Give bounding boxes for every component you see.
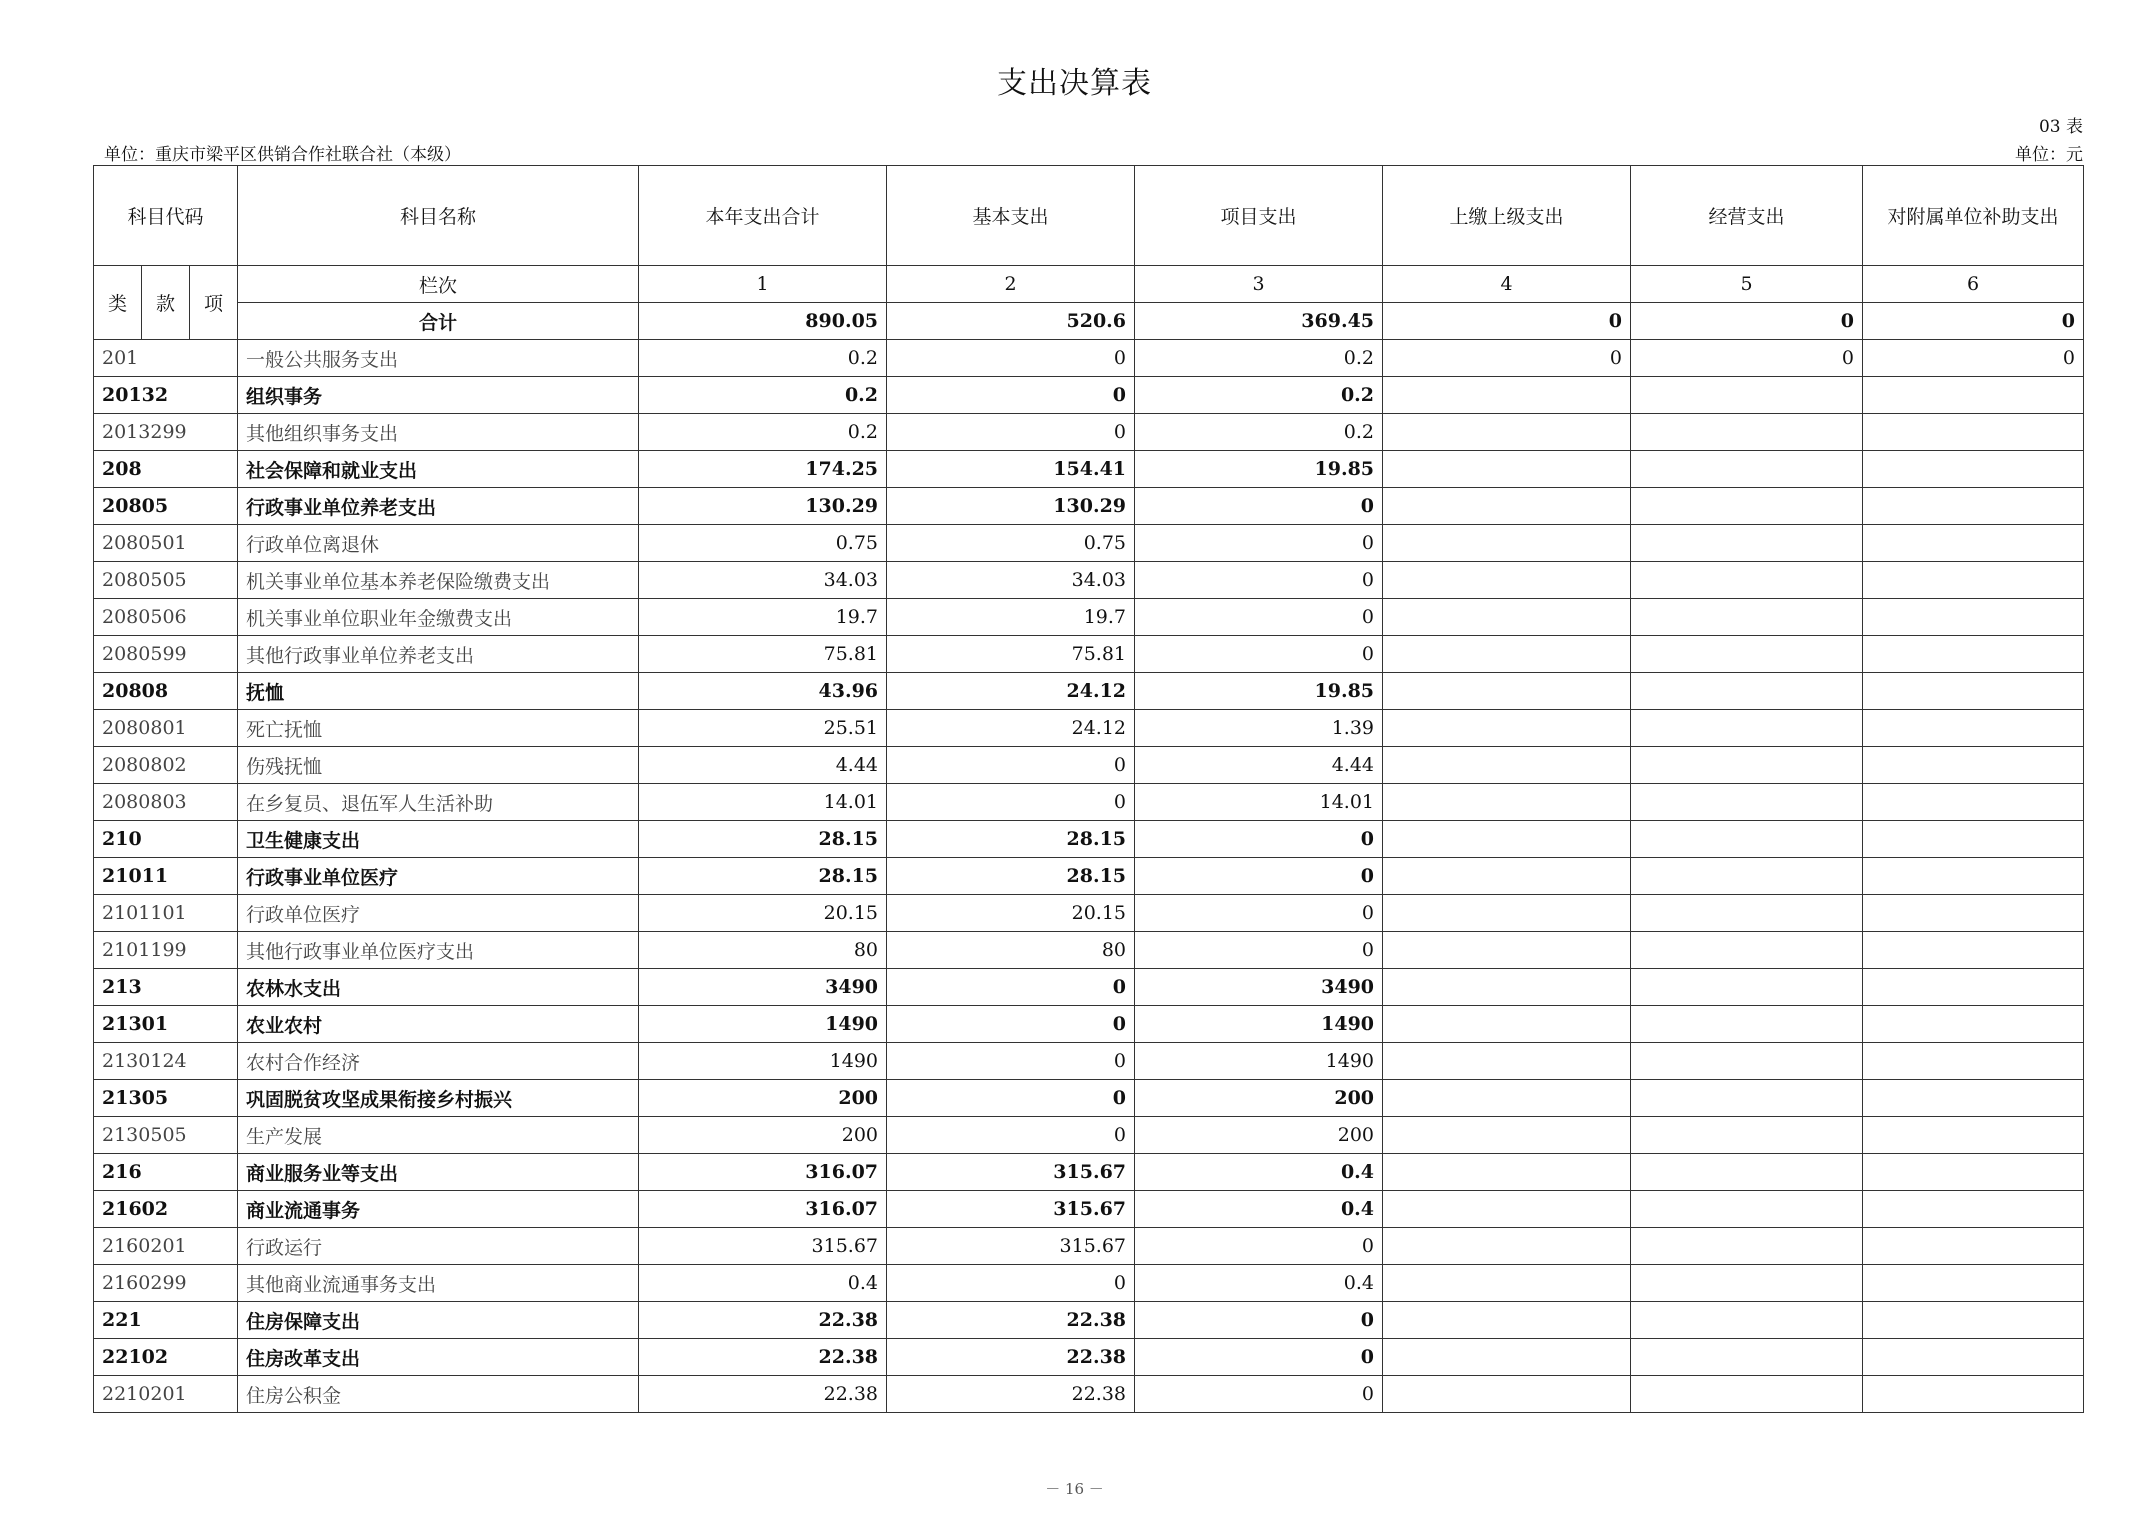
- amount-cell: [1383, 562, 1631, 599]
- subject-code: 21602: [94, 1191, 238, 1228]
- subject-name: 住房改革支出: [238, 1339, 639, 1376]
- amount-cell: 0.75: [639, 525, 887, 562]
- amount-cell: [1863, 821, 2084, 858]
- amount-cell: 80: [639, 932, 887, 969]
- amount-cell: [1863, 895, 2084, 932]
- subject-name: 农业农村: [238, 1006, 639, 1043]
- amount-cell: 130.29: [887, 488, 1135, 525]
- amount-cell: [1631, 969, 1863, 1006]
- amount-cell: 0: [887, 1117, 1135, 1154]
- amount-cell: [1863, 1339, 2084, 1376]
- subject-name: 行政事业单位养老支出: [238, 488, 639, 525]
- total-value: 0: [1383, 303, 1631, 340]
- subject-name: 死亡抚恤: [238, 710, 639, 747]
- amount-cell: [1383, 858, 1631, 895]
- amount-cell: 1.39: [1135, 710, 1383, 747]
- amount-cell: [1863, 673, 2084, 710]
- amount-cell: [1631, 1339, 1863, 1376]
- amount-cell: 80: [887, 932, 1135, 969]
- subject-name: 在乡复员、退伍军人生活补助: [238, 784, 639, 821]
- subject-code: 2130124: [94, 1043, 238, 1080]
- amount-cell: [1863, 1376, 2084, 1413]
- table-row: [94, 858, 2084, 895]
- subject-name: 机关事业单位职业年金缴费支出: [238, 599, 639, 636]
- table-row: [94, 340, 2084, 377]
- amount-cell: 34.03: [639, 562, 887, 599]
- subject-code: 2080505: [94, 562, 238, 599]
- table-row: [94, 1265, 2084, 1302]
- amount-cell: [1631, 784, 1863, 821]
- amount-cell: [1383, 1302, 1631, 1339]
- amount-cell: [1383, 895, 1631, 932]
- amount-cell: [1863, 636, 2084, 673]
- subject-name: 机关事业单位基本养老保险缴费支出: [238, 562, 639, 599]
- total-row: [94, 303, 2084, 340]
- total-label: 合计: [238, 303, 639, 340]
- amount-cell: 28.15: [887, 858, 1135, 895]
- header-project-expenditure: 项目支出: [1135, 166, 1383, 266]
- amount-cell: 0: [887, 1043, 1135, 1080]
- amount-cell: [1631, 488, 1863, 525]
- amount-cell: 22.38: [639, 1339, 887, 1376]
- amount-cell: 20.15: [887, 895, 1135, 932]
- subject-code: 221: [94, 1302, 238, 1339]
- amount-cell: 19.7: [639, 599, 887, 636]
- amount-cell: 0: [1631, 340, 1863, 377]
- page-title: 支出决算表: [997, 66, 1152, 101]
- amount-cell: 1490: [1135, 1043, 1383, 1080]
- amount-cell: 200: [639, 1080, 887, 1117]
- amount-cell: 315.67: [887, 1154, 1135, 1191]
- amount-cell: [1863, 969, 2084, 1006]
- column-number: 3: [1135, 266, 1383, 303]
- column-number: 5: [1631, 266, 1863, 303]
- subject-code: 2080506: [94, 599, 238, 636]
- header-upper-level-payment: 上缴上级支出: [1383, 166, 1631, 266]
- subject-code: 20805: [94, 488, 238, 525]
- amount-cell: 0: [1135, 858, 1383, 895]
- amount-cell: 14.01: [639, 784, 887, 821]
- amount-cell: [1383, 932, 1631, 969]
- column-number-label: 栏次: [238, 266, 639, 303]
- amount-cell: 1490: [639, 1006, 887, 1043]
- amount-cell: 0: [1135, 599, 1383, 636]
- table-row: [94, 1080, 2084, 1117]
- amount-cell: 0: [1135, 525, 1383, 562]
- amount-cell: [1863, 488, 2084, 525]
- amount-cell: 3490: [639, 969, 887, 1006]
- amount-cell: 4.44: [639, 747, 887, 784]
- subject-code: 21305: [94, 1080, 238, 1117]
- amount-cell: [1863, 1302, 2084, 1339]
- table-row: [94, 488, 2084, 525]
- amount-cell: 0.4: [639, 1265, 887, 1302]
- subject-name: 伤残抚恤: [238, 747, 639, 784]
- amount-cell: [1631, 1117, 1863, 1154]
- amount-cell: 0: [887, 1080, 1135, 1117]
- expenditure-table: [93, 165, 2084, 1413]
- amount-cell: [1631, 821, 1863, 858]
- table-row: [94, 636, 2084, 673]
- amount-cell: 22.38: [887, 1339, 1135, 1376]
- amount-cell: [1383, 673, 1631, 710]
- amount-cell: 0: [1135, 932, 1383, 969]
- amount-cell: [1383, 451, 1631, 488]
- total-value: 0: [1863, 303, 2084, 340]
- subject-code: 2101101: [94, 895, 238, 932]
- subject-name: 卫生健康支出: [238, 821, 639, 858]
- table-row: [94, 525, 2084, 562]
- table-row: [94, 673, 2084, 710]
- subject-code: 2080802: [94, 747, 238, 784]
- total-value: 890.05: [639, 303, 887, 340]
- amount-cell: [1631, 710, 1863, 747]
- amount-cell: 19.85: [1135, 451, 1383, 488]
- amount-cell: [1631, 1006, 1863, 1043]
- subject-code: 21011: [94, 858, 238, 895]
- amount-cell: [1383, 1228, 1631, 1265]
- amount-cell: [1383, 784, 1631, 821]
- amount-cell: [1383, 1191, 1631, 1228]
- subject-code: 213: [94, 969, 238, 1006]
- amount-cell: [1863, 1006, 2084, 1043]
- amount-cell: 22.38: [639, 1302, 887, 1339]
- table-row: [94, 1117, 2084, 1154]
- amount-cell: 0: [887, 969, 1135, 1006]
- amount-cell: 0: [887, 414, 1135, 451]
- amount-cell: 0.2: [639, 377, 887, 414]
- amount-cell: 22.38: [887, 1376, 1135, 1413]
- amount-cell: [1631, 1154, 1863, 1191]
- amount-cell: 0: [1383, 340, 1631, 377]
- subject-code: 21301: [94, 1006, 238, 1043]
- table-row: [94, 1191, 2084, 1228]
- amount-cell: [1383, 377, 1631, 414]
- header-subsidiary-subsidy: 对附属单位补助支出: [1863, 166, 2084, 266]
- amount-cell: 200: [1135, 1117, 1383, 1154]
- subject-code: 2160299: [94, 1265, 238, 1302]
- amount-cell: 22.38: [887, 1302, 1135, 1339]
- subject-name: 农林水支出: [238, 969, 639, 1006]
- amount-cell: 28.15: [887, 821, 1135, 858]
- amount-cell: 25.51: [639, 710, 887, 747]
- total-value: 520.6: [887, 303, 1135, 340]
- amount-cell: 315.67: [887, 1228, 1135, 1265]
- amount-cell: [1631, 414, 1863, 451]
- amount-cell: [1631, 858, 1863, 895]
- amount-cell: [1383, 821, 1631, 858]
- amount-cell: [1383, 1006, 1631, 1043]
- subject-code: 210: [94, 821, 238, 858]
- amount-cell: [1863, 599, 2084, 636]
- amount-cell: 34.03: [887, 562, 1135, 599]
- amount-cell: [1631, 525, 1863, 562]
- amount-cell: 0.2: [639, 414, 887, 451]
- amount-cell: 0: [887, 1265, 1135, 1302]
- amount-cell: [1383, 1339, 1631, 1376]
- amount-cell: 3490: [1135, 969, 1383, 1006]
- amount-cell: [1631, 451, 1863, 488]
- amount-cell: 174.25: [639, 451, 887, 488]
- column-number: 2: [887, 266, 1135, 303]
- subject-name: 行政单位医疗: [238, 895, 639, 932]
- subject-code: 20808: [94, 673, 238, 710]
- amount-cell: 0: [1135, 821, 1383, 858]
- amount-cell: [1863, 562, 2084, 599]
- header-total-expenditure: 本年支出合计: [639, 166, 887, 266]
- amount-cell: 0.2: [639, 340, 887, 377]
- amount-cell: 200: [639, 1117, 887, 1154]
- table-row: [94, 599, 2084, 636]
- amount-cell: 0: [1135, 895, 1383, 932]
- amount-cell: 28.15: [639, 858, 887, 895]
- amount-cell: [1863, 525, 2084, 562]
- amount-cell: [1383, 414, 1631, 451]
- table-row: [94, 451, 2084, 488]
- amount-cell: [1631, 673, 1863, 710]
- amount-cell: [1863, 1117, 2084, 1154]
- table-row: [94, 1154, 2084, 1191]
- subject-code: 216: [94, 1154, 238, 1191]
- amount-cell: [1863, 932, 2084, 969]
- subject-code: 208: [94, 451, 238, 488]
- amount-cell: [1863, 377, 2084, 414]
- amount-cell: [1631, 1228, 1863, 1265]
- amount-cell: [1383, 1376, 1631, 1413]
- amount-cell: 19.7: [887, 599, 1135, 636]
- amount-cell: 316.07: [639, 1191, 887, 1228]
- amount-cell: 0: [1135, 562, 1383, 599]
- table-row: [94, 1376, 2084, 1413]
- total-value: 369.45: [1135, 303, 1383, 340]
- table-row: [94, 377, 2084, 414]
- table-row: [94, 1339, 2084, 1376]
- subject-code: 2013299: [94, 414, 238, 451]
- table-row: [94, 784, 2084, 821]
- amount-cell: [1631, 932, 1863, 969]
- amount-cell: 0.2: [1135, 377, 1383, 414]
- amount-cell: [1631, 636, 1863, 673]
- column-number: 4: [1383, 266, 1631, 303]
- subject-code: 2210201: [94, 1376, 238, 1413]
- amount-cell: 0.75: [887, 525, 1135, 562]
- amount-cell: 0: [887, 377, 1135, 414]
- amount-cell: [1383, 525, 1631, 562]
- amount-cell: 0: [1135, 1376, 1383, 1413]
- amount-cell: [1383, 636, 1631, 673]
- amount-cell: 1490: [639, 1043, 887, 1080]
- header-business-expenditure: 经营支出: [1631, 166, 1863, 266]
- amount-cell: 75.81: [887, 636, 1135, 673]
- amount-cell: [1383, 1080, 1631, 1117]
- table-row: [94, 1302, 2084, 1339]
- amount-cell: [1863, 1043, 2084, 1080]
- table-number: 03 表: [2038, 117, 2083, 137]
- header-basic-expenditure: 基本支出: [887, 166, 1135, 266]
- amount-cell: [1631, 1080, 1863, 1117]
- amount-cell: 0: [887, 340, 1135, 377]
- subject-name: 住房公积金: [238, 1376, 639, 1413]
- amount-cell: 24.12: [887, 673, 1135, 710]
- amount-cell: 19.85: [1135, 673, 1383, 710]
- total-value: 0: [1631, 303, 1863, 340]
- column-number: 6: [1863, 266, 2084, 303]
- subject-code: 2130505: [94, 1117, 238, 1154]
- subject-name: 行政事业单位医疗: [238, 858, 639, 895]
- table-row: [94, 747, 2084, 784]
- amount-cell: 43.96: [639, 673, 887, 710]
- amount-cell: 0: [1863, 340, 2084, 377]
- amount-cell: 1490: [1135, 1006, 1383, 1043]
- amount-cell: [1863, 451, 2084, 488]
- sub-header-section: 款: [142, 266, 190, 340]
- subject-name: 抚恤: [238, 673, 639, 710]
- amount-cell: [1863, 1080, 2084, 1117]
- amount-cell: [1383, 1154, 1631, 1191]
- subject-code: 2080501: [94, 525, 238, 562]
- amount-cell: 24.12: [887, 710, 1135, 747]
- subject-code: 2101199: [94, 932, 238, 969]
- subject-name: 行政运行: [238, 1228, 639, 1265]
- amount-cell: [1863, 414, 2084, 451]
- subject-name: 生产发展: [238, 1117, 639, 1154]
- subject-name: 其他行政事业单位养老支出: [238, 636, 639, 673]
- amount-cell: [1383, 1265, 1631, 1302]
- amount-cell: [1863, 747, 2084, 784]
- subject-code: 2160201: [94, 1228, 238, 1265]
- amount-cell: [1863, 1191, 2084, 1228]
- column-number: 1: [639, 266, 887, 303]
- amount-cell: 316.07: [639, 1154, 887, 1191]
- subject-name: 住房保障支出: [238, 1302, 639, 1339]
- amount-cell: 20.15: [639, 895, 887, 932]
- amount-cell: [1631, 599, 1863, 636]
- subject-code: 2080801: [94, 710, 238, 747]
- amount-cell: 315.67: [887, 1191, 1135, 1228]
- amount-cell: 154.41: [887, 451, 1135, 488]
- table-row: [94, 1228, 2084, 1265]
- amount-cell: [1631, 1376, 1863, 1413]
- amount-cell: [1631, 1043, 1863, 1080]
- table-row: [94, 969, 2084, 1006]
- amount-cell: 0: [887, 1006, 1135, 1043]
- amount-cell: 0: [1135, 636, 1383, 673]
- amount-cell: [1863, 710, 2084, 747]
- amount-cell: [1863, 1265, 2084, 1302]
- subject-name: 其他组织事务支出: [238, 414, 639, 451]
- subject-code: 20132: [94, 377, 238, 414]
- subject-code: 2080803: [94, 784, 238, 821]
- header-subject-name: 科目名称: [238, 166, 639, 266]
- subject-name: 巩固脱贫攻坚成果衔接乡村振兴: [238, 1080, 639, 1117]
- subject-name: 商业流通事务: [238, 1191, 639, 1228]
- subject-code: 22102: [94, 1339, 238, 1376]
- amount-cell: [1383, 969, 1631, 1006]
- subject-name: 其他行政事业单位医疗支出: [238, 932, 639, 969]
- amount-cell: [1863, 1228, 2084, 1265]
- amount-cell: [1383, 1117, 1631, 1154]
- subject-name: 社会保障和就业支出: [238, 451, 639, 488]
- amount-cell: [1631, 562, 1863, 599]
- amount-cell: 0: [1135, 1302, 1383, 1339]
- amount-cell: [1631, 1265, 1863, 1302]
- amount-cell: [1863, 784, 2084, 821]
- amount-cell: 0.4: [1135, 1154, 1383, 1191]
- subject-name: 商业服务业等支出: [238, 1154, 639, 1191]
- amount-cell: 0.4: [1135, 1191, 1383, 1228]
- amount-cell: 0.2: [1135, 340, 1383, 377]
- table-row: [94, 1006, 2084, 1043]
- amount-cell: 130.29: [639, 488, 887, 525]
- amount-cell: [1631, 377, 1863, 414]
- amount-cell: [1383, 599, 1631, 636]
- amount-cell: [1631, 747, 1863, 784]
- subject-name: 行政单位离退休: [238, 525, 639, 562]
- amount-cell: 0: [1135, 1339, 1383, 1376]
- amount-cell: [1631, 1302, 1863, 1339]
- amount-cell: 0: [1135, 1228, 1383, 1265]
- subject-code: 201: [94, 340, 238, 377]
- currency-unit: 单位：元: [2015, 145, 2083, 165]
- amount-cell: 0.2: [1135, 414, 1383, 451]
- sub-header-class: 类: [94, 266, 142, 340]
- amount-cell: 75.81: [639, 636, 887, 673]
- amount-cell: [1383, 488, 1631, 525]
- table-row: [94, 895, 2084, 932]
- header-subject-code: 科目代码: [94, 166, 238, 266]
- sub-header-item: 项: [190, 266, 238, 340]
- column-number-row: [94, 266, 2084, 303]
- subject-name: 其他商业流通事务支出: [238, 1265, 639, 1302]
- amount-cell: 315.67: [639, 1228, 887, 1265]
- amount-cell: [1383, 710, 1631, 747]
- amount-cell: 0: [887, 784, 1135, 821]
- reporting-unit: 单位：重庆市梁平区供销合作社联合社（本级）: [104, 145, 461, 165]
- header-row: [94, 166, 2084, 266]
- amount-cell: 200: [1135, 1080, 1383, 1117]
- subject-name: 组织事务: [238, 377, 639, 414]
- amount-cell: [1863, 1154, 2084, 1191]
- page-number: － 16 －: [1045, 1480, 1104, 1498]
- amount-cell: 28.15: [639, 821, 887, 858]
- table-row: [94, 1043, 2084, 1080]
- amount-cell: [1631, 1191, 1863, 1228]
- amount-cell: [1383, 747, 1631, 784]
- subject-name: 一般公共服务支出: [238, 340, 639, 377]
- table-row: [94, 562, 2084, 599]
- amount-cell: 0: [1135, 488, 1383, 525]
- table-row: [94, 710, 2084, 747]
- amount-cell: 0: [887, 747, 1135, 784]
- amount-cell: 14.01: [1135, 784, 1383, 821]
- amount-cell: [1863, 858, 2084, 895]
- amount-cell: [1631, 895, 1863, 932]
- amount-cell: 4.44: [1135, 747, 1383, 784]
- table-row: [94, 821, 2084, 858]
- amount-cell: [1383, 1043, 1631, 1080]
- table-row: [94, 932, 2084, 969]
- subject-code: 2080599: [94, 636, 238, 673]
- amount-cell: 22.38: [639, 1376, 887, 1413]
- amount-cell: 0.4: [1135, 1265, 1383, 1302]
- subject-name: 农村合作经济: [238, 1043, 639, 1080]
- table-row: [94, 414, 2084, 451]
